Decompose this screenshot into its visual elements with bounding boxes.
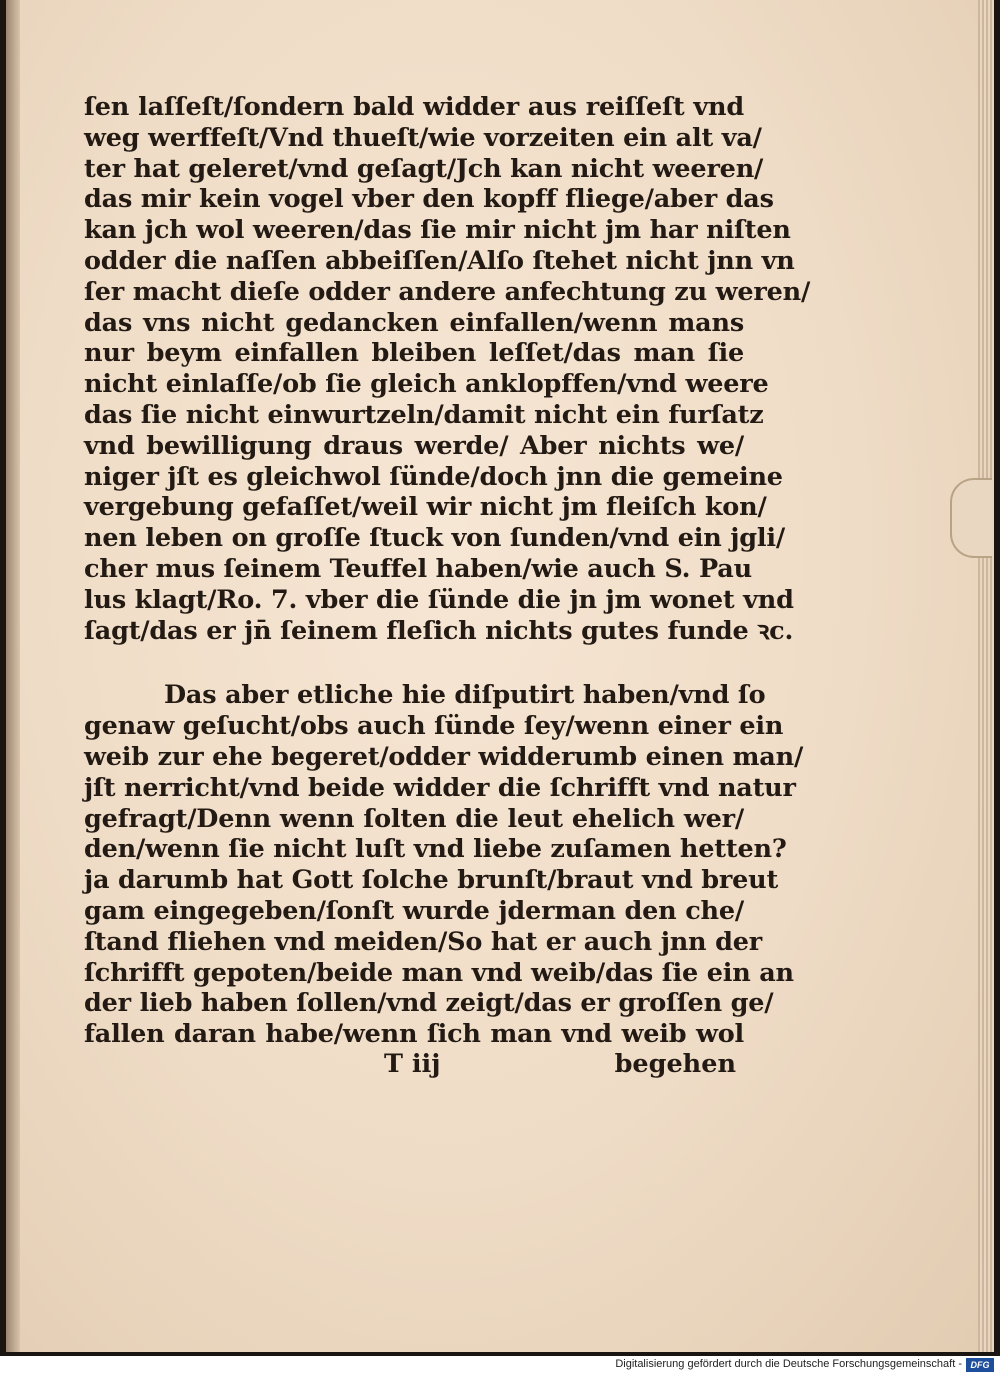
dfg-logo: DFG [966,1358,994,1372]
text-line: nicht einlaſſe/ob ſie gleich anklopffen/vnd weere [84,369,769,400]
text-line: weg werffeſt/Vnd thueſt/wie vorzeiten ein alt va/ [84,122,762,153]
text-line: ſtand fliehen vnd meiden/So hat er auch jnn der [84,926,762,957]
text-line: weib zur ehe begeret/odder widderumb einen man/ [84,741,804,772]
digitization-credit: Digitalisierung gefördert durch die Deutsche Forschungsgemeinschaft - [615,1358,962,1370]
text-line: Das aber etliche hie diſputirt haben/vnd ſo [164,680,766,711]
catchword: begehen [614,1049,736,1079]
signature-mark: T iij [384,1049,441,1079]
text-line: lus klagt/Ro. 7. vber die ſünde die jn jm wonet vnd [84,584,794,615]
book-leaf [6,0,980,1352]
text-line: jſt nerricht/vnd beide widder die ſchrifft vnd natur [84,772,796,803]
text-line: fallen daran habe/wenn ſich man vnd weib wol [84,1019,744,1050]
text-line: odder die naſſen abbeiſſen/Alſo ſtehet nicht jnn vn [84,245,795,276]
text-line: cher mus ſeinem Teuffel haben/wie auch S. Pau [84,553,752,584]
text-line: nur beym einfallen bleiben leſſet/das man ſie [84,338,744,369]
page-footer [84,1048,744,1080]
text-line: kan jch wol weeren/das ſie mir nicht jm har niſten [84,215,791,246]
text-line: das mir kein vogel vber den kopff fliege/aber das [84,184,774,215]
text-line: gam eingegeben/ſonſt wurde jderman den che/ [84,895,744,926]
text-line: vergebung gefaſſet/weil wir nicht jm fleiſch kon/ [84,492,767,523]
gutter-shadow [6,0,20,1352]
text-line: ſer macht dieſe odder andere anfechtung zu weren/ [84,276,811,307]
page-stack-edge [978,0,994,1352]
text-line: das ſie nicht einwurtzeln/damit nicht ein furſatz [84,399,764,430]
text-line: gefragt/Denn wenn ſolten die leut ehelich wer/ [84,803,744,834]
paragraph-gap [84,646,744,680]
text-line: ſen laſſeſt/ſondern bald widder aus reiſſeſt vnd [84,92,744,122]
text-line: ja darumb hat Gott ſolche brunſt/braut vnd breut [84,865,779,896]
text-line: das vns nicht gedancken einfallen/wenn mans [84,307,744,338]
text-line: ter hat geleret/vnd geſagt/Jch kan nicht weeren/ [84,153,764,184]
text-line: genaw geſucht/obs auch ſünde ſey/wenn einer ein [84,711,784,742]
body-text [84,92,811,1050]
text-line: der lieb haben ſollen/vnd zeigt/das er groſſen ge/ [84,988,774,1019]
text-line: nen leben on groſſe ſtuck von ſunden/vnd ein jgli/ [84,523,785,554]
text-line: den/wenn ſie nicht luſt vnd liebe zuſamen hetten? [84,834,787,865]
text-line: vnd bewilligung draus werde/ Aber nichts we/ [84,430,744,461]
text-line: niger jſt es gleichwol ſünde/doch jnn die gemeine [84,461,783,492]
thumb-tab-notch [950,478,992,558]
text-line: ſagt/das er jn̄ ſeinem fleſich nichts gutes funde ꝛc. [84,615,794,646]
text-line: ſchrifft gepoten/beide man vnd weib/das ſie ein an [84,957,794,988]
